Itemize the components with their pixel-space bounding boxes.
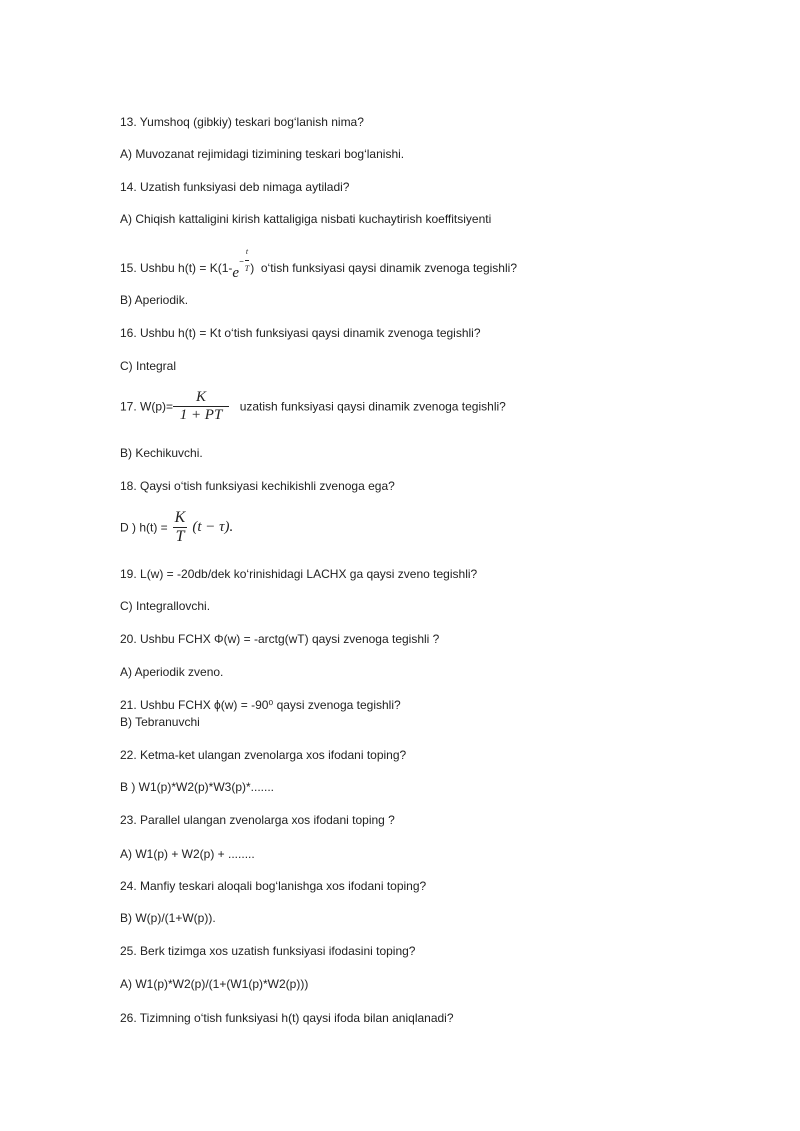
question-23: 23. Parallel ulangan zvenolarga xos ifodani toping ? xyxy=(120,813,395,827)
q17-prefix: 17. W(p)= xyxy=(120,399,174,414)
q15-exponent-fraction xyxy=(245,244,249,277)
a18-expression: (t − τ). xyxy=(192,519,234,535)
a18-prefix: D ) h(t) = xyxy=(120,520,168,535)
q15-close: ) xyxy=(250,260,255,275)
q15-exp-den: T xyxy=(244,264,250,273)
q15-exp-base: e xyxy=(232,264,240,281)
answer-21: B) Tebranuvchi xyxy=(120,715,200,729)
answer-14: A) Chiqish kattaligini kirish kattaligiga nisbati kuchaytirish koeffitsiyenti xyxy=(120,212,492,226)
q17-suffix: uzatish funksiyasi qaysi dinamik zvenoga tegishli? xyxy=(239,399,506,414)
q17-fraction xyxy=(173,389,229,424)
q15-suffix: o‘tish funksiyasi qaysi dinamik zvenoga tegishli? xyxy=(260,260,517,275)
question-14: 14. Uzatish funksiyasi deb nimaga aytiladi? xyxy=(120,180,350,194)
answer-17: B) Kechikuvchi. xyxy=(120,446,203,460)
q15-exp-minus: − xyxy=(239,256,244,266)
question-19: 19. L(w) = -20db/dek ko‘rinishidagi LACHX ga qaysi zveno tegishli? xyxy=(120,567,478,581)
question-13: 13. Yumshoq (gibkiy) teskari bog‘lanish nima? xyxy=(120,115,364,129)
question-17 xyxy=(120,389,506,424)
question-22: 22. Ketma-ket ulangan zvenolarga xos ifodani toping? xyxy=(120,748,407,762)
answer-24: B) W(p)/(1+W(p)). xyxy=(120,911,216,925)
question-24: 24. Manfiy teskari aloqali bog‘lanishga xos ifodani toping? xyxy=(120,879,427,893)
question-26: 26. Tizimning o‘tish funksiyasi h(t) qaysi ifoda bilan aniqlanadi? xyxy=(120,1011,454,1025)
a18-den: T xyxy=(175,528,185,545)
q17-num: K xyxy=(196,389,207,405)
answer-22: B ) W1(p)*W2(p)*W3(p)*....... xyxy=(120,780,275,794)
answer-25: A) W1(p)*W2(p)/(1+(W1(p)*W2(p))) xyxy=(120,977,309,991)
answer-13: A) Muvozanat rejimidagi tizimining teskari bog‘lanishi. xyxy=(120,147,405,161)
question-15 xyxy=(120,246,517,281)
answer-20: A) Aperiodik zveno. xyxy=(120,665,224,679)
question-18: 18. Qaysi o‘tish funksiyasi kechikishli zvenoga ega? xyxy=(120,479,395,493)
a18-num: K xyxy=(174,509,186,526)
q17-den: 1 + PT xyxy=(179,407,223,423)
answer-16: C) Integral xyxy=(120,359,177,373)
q15-exp-num: t xyxy=(245,247,249,256)
question-16: 16. Ushbu h(t) = Kt o‘tish funksiyasi qaysi dinamik zvenoga tegishli? xyxy=(120,326,481,340)
a18-fraction xyxy=(173,509,187,546)
answer-19: C) Integrallovchi. xyxy=(120,599,211,613)
q15-prefix: 15. Ushbu h(t) = K(1- xyxy=(120,260,233,275)
question-20: 20. Ushbu FCHX Φ(w) = -arctg(wT) qaysi zvenoga tegishli ? xyxy=(120,632,440,646)
question-21: 21. Ushbu FCHX ϕ(w) = -90⁰ qaysi zvenoga tegishli? xyxy=(120,698,401,712)
answer-18 xyxy=(120,509,233,546)
question-25: 25. Berk tizimga xos uzatish funksiyasi ifodasini toping? xyxy=(120,944,416,958)
answer-15: B) Aperiodik. xyxy=(120,293,189,307)
answer-23: A) W1(p) + W2(p) + ........ xyxy=(120,847,255,861)
